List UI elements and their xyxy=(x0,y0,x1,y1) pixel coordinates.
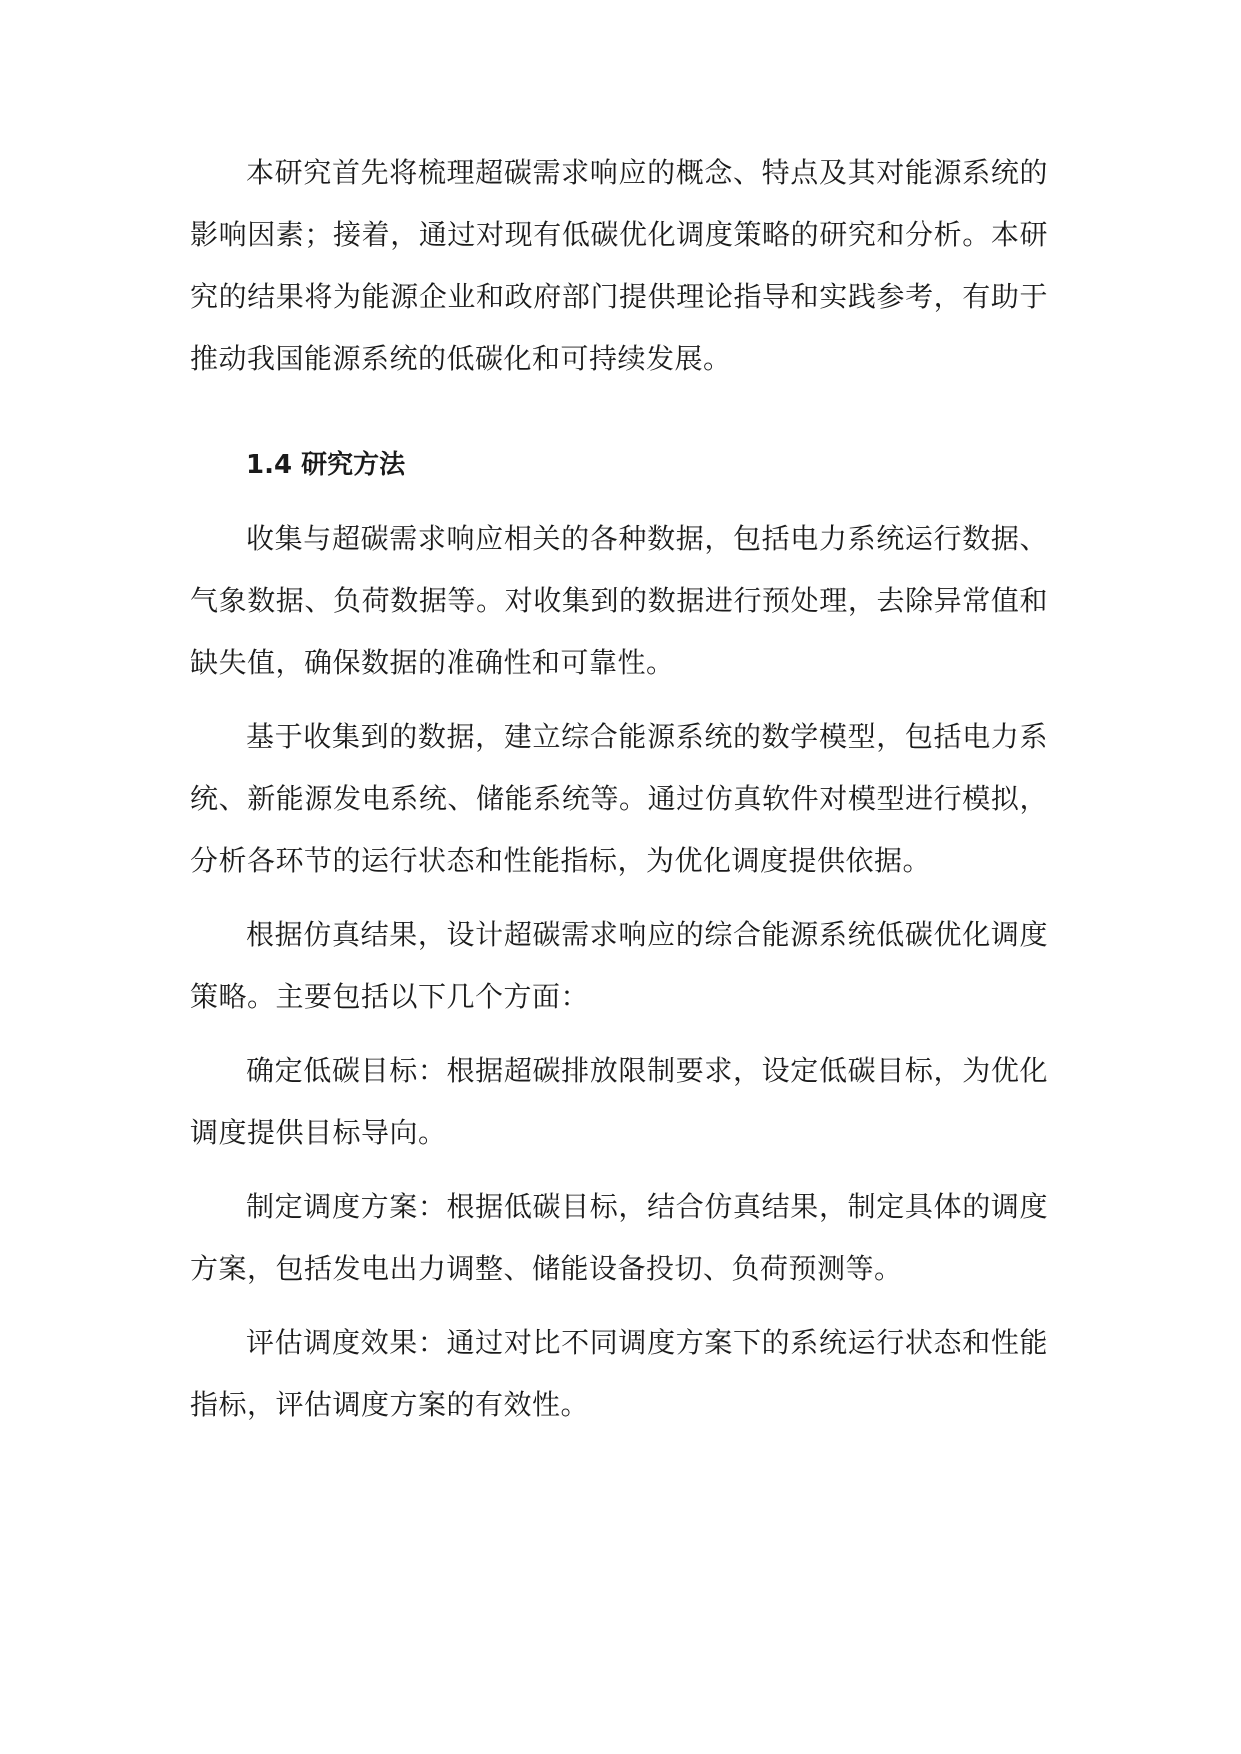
paragraph-low-carbon-target: 确定低碳目标：根据超碳排放限制要求，设定低碳目标，为优化调度提供目标导向。 xyxy=(190,1054,1048,1149)
paragraph-dispatch-plan: 制定调度方案：根据低碳目标，结合仿真结果，制定具体的调度方案，包括发电出力调整、储能设备投切、负荷预测等。 xyxy=(190,1190,1048,1285)
document-body xyxy=(190,142,1048,1436)
paragraph-dispatch-evaluation: 评估调度效果：通过对比不同调度方案下的系统运行状态和性能指标，评估调度方案的有效性。 xyxy=(190,1326,1048,1421)
section-heading-research-methods: 1.4 研究方法 xyxy=(246,450,406,480)
paragraph-model-building: 基于收集到的数据，建立综合能源系统的数学模型，包括电力系统、新能源发电系统、储能系统等。通过仿真软件对模型进行模拟，分析各环节的运行状态和性能指标，为优化调度提供依据。 xyxy=(190,720,1048,877)
paragraph-data-collection: 收集与超碳需求响应相关的各种数据，包括电力系统运行数据、气象数据、负荷数据等。对收集到的数据进行预处理，去除异常值和缺失值，确保数据的准确性和可靠性。 xyxy=(190,522,1048,679)
paragraph-intro-summary: 本研究首先将梳理超碳需求响应的概念、特点及其对能源系统的影响因素；接着，通过对现有低碳优化调度策略的研究和分析。本研究的结果将为能源企业和政府部门提供理论指导和实践参考，有助于推动我国能源系统的低碳化和可持续发展。 xyxy=(190,156,1048,375)
paragraph-strategy-design: 根据仿真结果，设计超碳需求响应的综合能源系统低碳优化调度策略。主要包括以下几个方面： xyxy=(190,918,1048,1013)
